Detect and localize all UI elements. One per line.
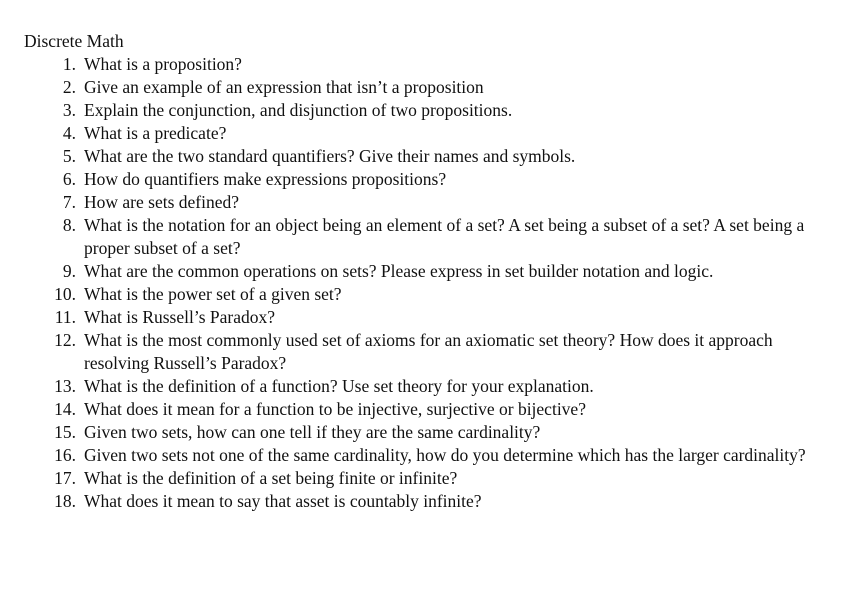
document: [24, 30, 824, 513]
question-text: What are the two standard quantifiers? Give their names and symbols.: [84, 146, 576, 166]
question-number: 12.: [54, 330, 76, 350]
question-number: 3.: [62, 100, 76, 120]
question-number: 4.: [62, 123, 76, 143]
question-item: [24, 191, 824, 214]
question-text: What is the most commonly used set of axioms for an axiomatic set theory? How does it approach resolving Russell’s Paradox?: [84, 330, 773, 373]
question-text: What is Russell’s Paradox?: [84, 307, 276, 327]
question-number: 7.: [62, 192, 76, 212]
question-text: What are the common operations on sets? Please express in set builder notation and logic.: [84, 261, 714, 281]
question-number: 11.: [54, 307, 76, 327]
question-item: [24, 398, 824, 421]
question-number: 14.: [54, 399, 76, 419]
question-text: What is the definition of a function? Use set theory for your explanation.: [84, 376, 594, 396]
question-text: What does it mean for a function to be injective, surjective or bijective?: [84, 399, 586, 419]
question-text: What does it mean to say that asset is countably infinite?: [84, 491, 482, 511]
question-item: [24, 421, 824, 444]
question-number: 18.: [54, 491, 76, 511]
question-text: Given two sets not one of the same cardinality, how do you determine which has the larger cardinality?: [84, 445, 806, 465]
question-number: 16.: [54, 445, 76, 465]
question-list: [24, 53, 824, 513]
question-item: [24, 260, 824, 283]
question-item: [24, 76, 824, 99]
question-text: What is a predicate?: [84, 123, 227, 143]
question-item: [24, 375, 824, 398]
question-text: Give an example of an expression that isn’t a proposition: [84, 77, 484, 97]
question-item: [24, 490, 824, 513]
question-item: [24, 467, 824, 490]
question-text: How are sets defined?: [84, 192, 240, 212]
question-item: [24, 329, 824, 375]
question-item: [24, 168, 824, 191]
question-text: What is the power set of a given set?: [84, 284, 342, 304]
question-text: How do quantifiers make expressions propositions?: [84, 169, 447, 189]
question-number: 8.: [62, 215, 76, 235]
question-item: [24, 53, 824, 76]
question-text: What is the notation for an object being an element of a set? A set being a subset of a set? A set being a proper subset of a set?: [84, 215, 805, 258]
question-text: Given two sets, how can one tell if they are the same cardinality?: [84, 422, 541, 442]
question-text: What is a proposition?: [84, 54, 242, 74]
question-item: [24, 99, 824, 122]
question-text: What is the definition of a set being finite or infinite?: [84, 468, 458, 488]
question-number: 2.: [62, 77, 76, 97]
question-number: 13.: [54, 376, 76, 396]
question-number: 9.: [62, 261, 76, 281]
question-item: [24, 145, 824, 168]
question-item: [24, 214, 824, 260]
question-number: 6.: [62, 169, 76, 189]
question-number: 5.: [62, 146, 76, 166]
question-number: 1.: [62, 54, 76, 74]
question-number: 17.: [54, 468, 76, 488]
document-title: Discrete Math: [24, 31, 124, 51]
question-item: [24, 283, 824, 306]
question-item: [24, 444, 824, 467]
question-number: 15.: [54, 422, 76, 442]
question-text: Explain the conjunction, and disjunction of two propositions.: [84, 100, 513, 120]
question-number: 10.: [54, 284, 76, 304]
question-item: [24, 306, 824, 329]
question-item: [24, 122, 824, 145]
